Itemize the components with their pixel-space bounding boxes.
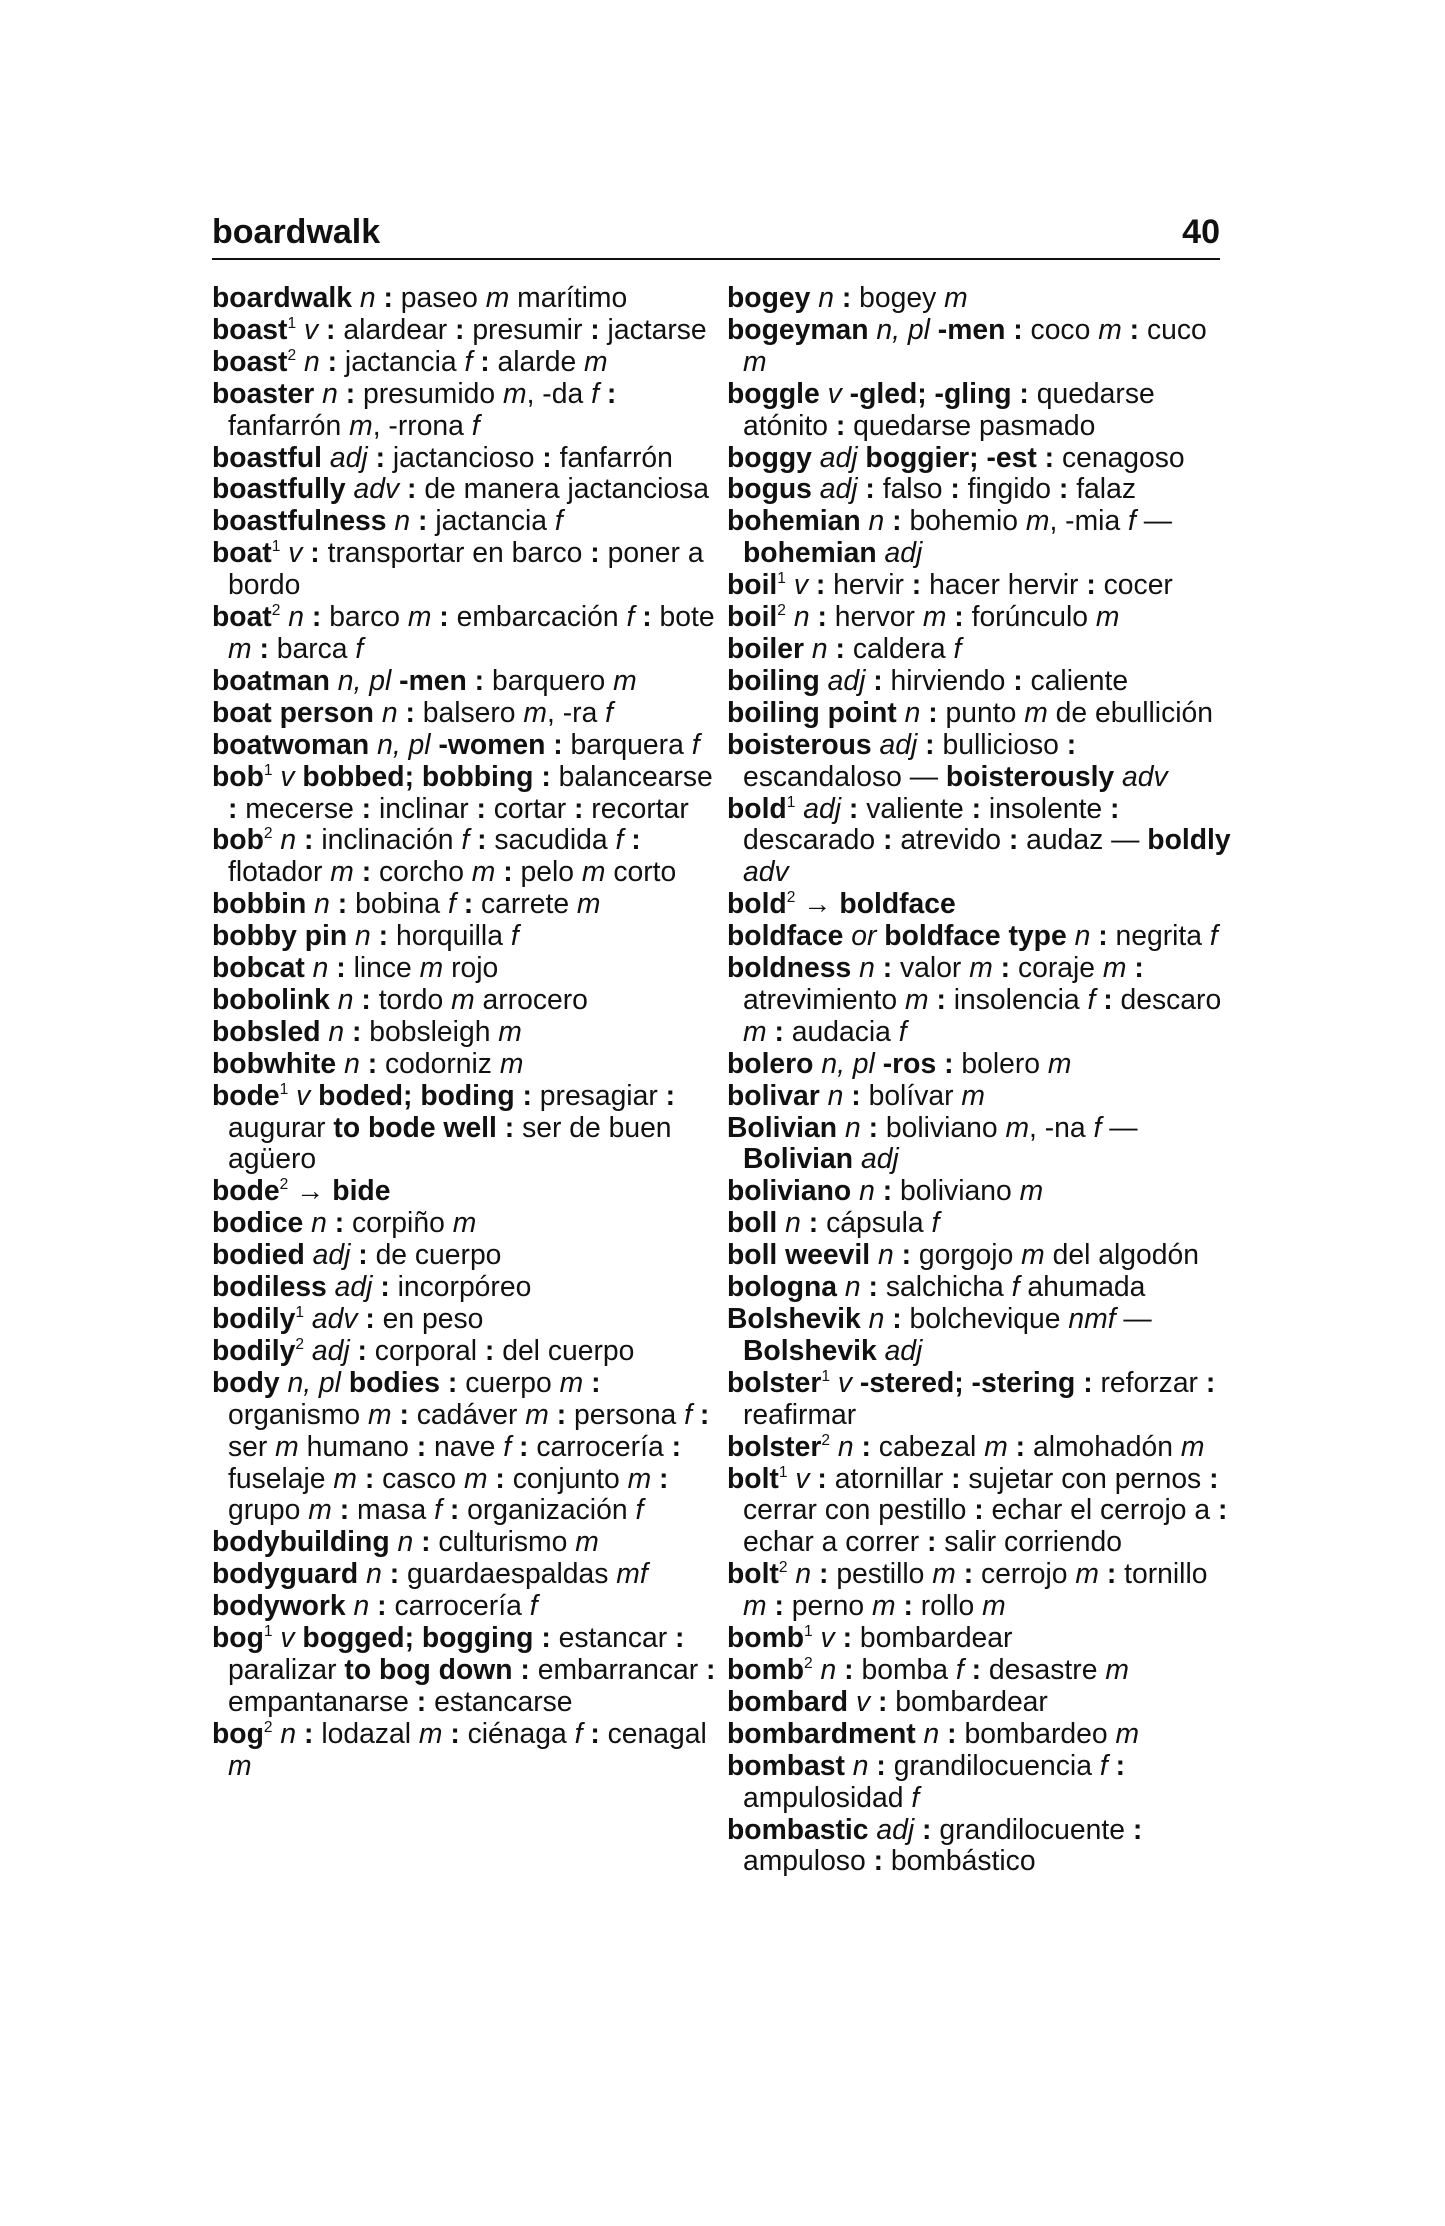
page-header — [212, 212, 1220, 260]
dictionary-entry: bolt$^2$ n : pestillo m : cerrojo m : tornillo m : perno m : rollo m — [727, 1557, 1208, 1622]
dictionary-entry: boast$^1$ v : alardear : presumir : jactarse — [212, 312, 707, 345]
dictionary-entry: Bolshevik n : bolchevique nmf — Bolshevik adj — [727, 1302, 1152, 1366]
dictionary-entry: bodily$^2$ adj : corporal : del cuerpo — [212, 1333, 635, 1366]
dictionary-entry: boliviano n : boliviano m — [727, 1174, 1044, 1207]
dictionary-entry: bold$^1$ adj : valiente : insolente : descarado : atrevido : audaz — boldly adv — [727, 791, 1231, 888]
dictionary-entry: bolt$^1$ v : atornillar : sujetar con pernos : cerrar con pestillo : echar el cerrojo a : echar a correr : salir corriendo — [727, 1461, 1228, 1558]
dictionary-entry: boll weevil n : gorgojo m del algodón — [727, 1238, 1199, 1271]
dictionary-entry: boastful adj : jactancioso : fanfarrón — [212, 440, 673, 473]
dictionary-entry: bobolink n : tordo m arrocero — [212, 982, 588, 1015]
dictionary-entry: boldness n : valor m : coraje m : atrevimiento m : insolencia f : descaro m : audacia f — [727, 951, 1222, 1047]
dictionary-entry: boiling adj : hirviendo : caliente — [727, 663, 1129, 696]
dictionary-entry: boastfulness n : jactancia f — [212, 504, 563, 537]
dictionary-entry: boiling point n : punto m de ebullición — [727, 695, 1213, 728]
dictionary-entry: boast$^2$ n : jactancia f : alarde m — [212, 344, 608, 377]
dictionary-entry: boat person n : balsero m, -ra f — [212, 695, 614, 728]
dictionary-entry: bobsled n : bobsleigh m — [212, 1014, 522, 1047]
guide-word: boardwalk — [212, 213, 381, 251]
dictionary-entry: bolivar n : bolívar m — [727, 1078, 985, 1111]
dictionary-entry: bodice n : corpiño m — [212, 1206, 477, 1239]
dictionary-entry: bob$^2$ n : inclinación f : sacudida f : flotador m : corcho m : pelo m corto — [212, 823, 677, 888]
right-column — [727, 282, 1232, 1877]
dictionary-entry: boggle v -gled; -gling : quedarse atónito : quedarse pasmado — [727, 376, 1155, 441]
page-number: 40 — [1182, 213, 1220, 251]
dictionary-entry: bodily$^1$ adv : en peso — [212, 1302, 484, 1334]
dictionary-entry: boat$^1$ v : transportar en barco : poner a bordo — [212, 536, 704, 601]
dictionary-entry: bogus adj : falso : fingido : falaz — [727, 472, 1136, 505]
dictionary-entry: bogeyman n, pl -men : coco m : cuco m — [727, 312, 1207, 377]
dictionary-entry: bombard v : bombardear — [727, 1684, 1048, 1717]
dictionary-entry: bobcat n : lince m rojo — [212, 951, 499, 984]
dictionary-entry: boil$^1$ v : hervir : hacer hervir : cocer — [727, 568, 1173, 601]
dictionary-entry: bodywork n : carrocería f — [212, 1589, 538, 1622]
dictionary-entry: bog$^1$ v bogged; bogging : estancar : paralizar to bog down : embarrancar : empantanarse : estancarse — [212, 1621, 716, 1717]
dictionary-entry: bomb$^2$ n : bomba f : desastre m — [727, 1652, 1129, 1685]
dictionary-entry: body n, pl bodies : cuerpo m : organismo m : cadáver m : persona f : ser m humano : nave f : carrocería : fuselaje m : casco m : conjunto m : grupo m : masa f : organización f — [212, 1365, 710, 1526]
dictionary-entry: boil$^2$ n : hervor m : forúnculo m — [727, 600, 1120, 633]
dictionary-entry: boisterous adj : bullicioso : escandaloso — boisterously adv — [727, 727, 1168, 792]
dictionary-entry: bodied adj : de cuerpo — [212, 1238, 502, 1271]
dictionary-entry: bologna n : salchicha f ahumada — [727, 1270, 1146, 1303]
dictionary-entry: boldface or boldface type n : negrita f — [727, 919, 1218, 952]
dictionary-entry: Bolivian n : boliviano m, -na f — Bolivian adj — [727, 1110, 1138, 1175]
dictionary-entry: bog$^2$ n : lodazal m : ciénaga f : cenagal m — [212, 1716, 707, 1781]
dictionary-entry: bombardment n : bombardeo m — [727, 1716, 1140, 1749]
dictionary-entry: boll n : cápsula f — [727, 1206, 940, 1239]
dictionary-entry: boggy adj boggier; -est : cenagoso — [727, 440, 1185, 473]
dictionary-entry: boastfully adv : de manera jactanciosa — [212, 472, 710, 505]
dictionary-entry: bolero n, pl -ros : bolero m — [727, 1046, 1072, 1079]
dictionary-entry: boatman n, pl -men : barquero m — [212, 663, 637, 696]
dictionary-entry: bobwhite n : codorniz m — [212, 1046, 524, 1079]
dictionary-entry: boatwoman n, pl -women : barquera f — [212, 727, 700, 760]
dictionary-entry: boiler n : caldera f — [727, 631, 962, 664]
dictionary-entry: bolster$^2$ n : cabezal m : almohadón m — [727, 1429, 1205, 1462]
dictionary-entry: boardwalk n : paseo m marítimo — [212, 281, 628, 313]
dictionary-entry: bob$^1$ v bobbed; bobbing : balancearse : mecerse : inclinar : cortar : recortar — [212, 759, 713, 824]
dictionary-entry: bobby pin n : horquilla f — [212, 919, 519, 952]
dictionary-entry: bolster$^1$ v -stered; -stering : reforzar : reafirmar — [727, 1365, 1216, 1430]
dictionary-entry: boat$^2$ n : barco m : embarcación f : bote m : barca f — [212, 600, 715, 664]
dictionary-entry: bodiless adj : incorpóreo — [212, 1270, 532, 1303]
dictionary-entry: bobbin n : bobina f : carrete m — [212, 887, 601, 920]
left-column — [212, 282, 717, 1782]
dictionary-entry: bombast n : grandilocuencia f : ampulosidad f — [727, 1748, 1125, 1813]
dictionary-entry: bodybuilding n : culturismo m — [212, 1525, 599, 1558]
dictionary-entry: bombastic adj : grandilocuente : ampuloso : bombástico — [727, 1812, 1143, 1877]
dictionary-entry: bogey n : bogey m — [727, 281, 968, 313]
dictionary-entry: bode$^2$ → bide — [212, 1174, 391, 1207]
dictionary-entry: bold$^2$ → boldface — [727, 887, 956, 920]
dictionary-entry: boaster n : presumido m, -da f : fanfarrón m, -rrona f — [212, 376, 617, 441]
dictionary-entry: bode$^1$ v boded; boding : presagiar : augurar to bode well : ser de buen agüero — [212, 1078, 676, 1175]
dictionary-entry: bomb$^1$ v : bombardear — [727, 1621, 1013, 1654]
dictionary-entry: bohemian n : bohemio m, -mia f — bohemian adj — [727, 504, 1173, 569]
dictionary-entry: bodyguard n : guardaespaldas mf — [212, 1557, 648, 1590]
